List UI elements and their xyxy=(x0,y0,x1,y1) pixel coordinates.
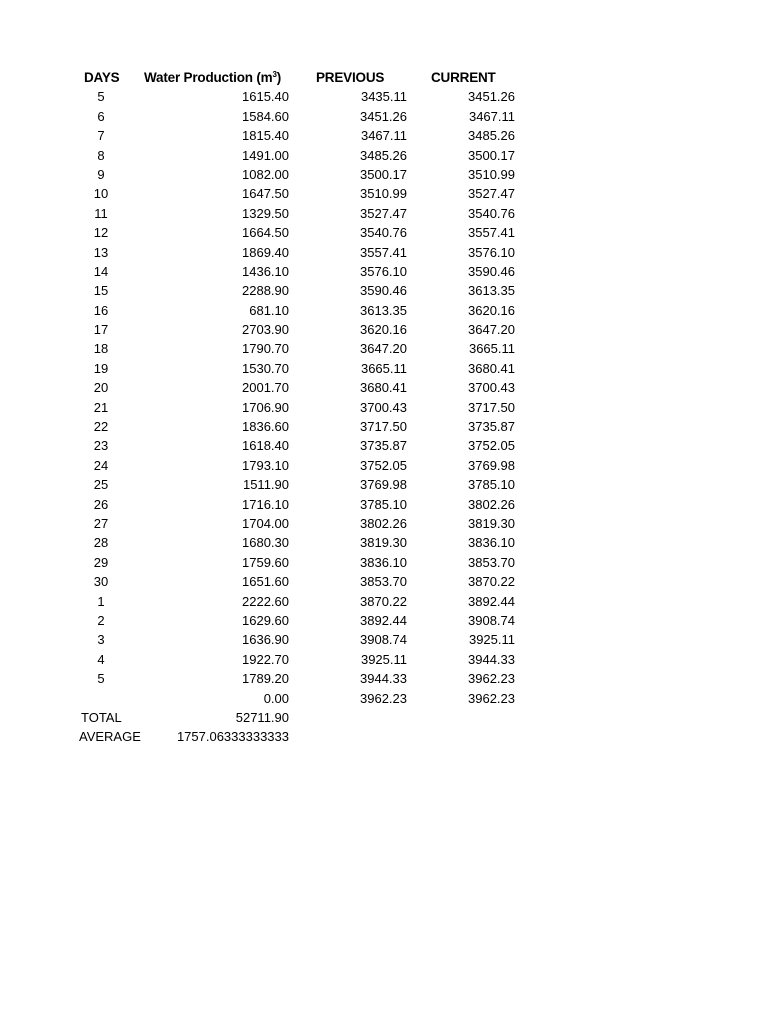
table-row xyxy=(79,107,529,126)
cell-previous: 3590.46 xyxy=(360,283,407,299)
cell-previous: 3451.26 xyxy=(360,108,407,124)
cell-production: 1584.60 xyxy=(242,108,289,124)
cell-day: 2 xyxy=(97,612,105,628)
table-row xyxy=(79,262,529,281)
table-row xyxy=(79,87,529,106)
cell-current: 3752.05 xyxy=(468,438,515,454)
table-row xyxy=(79,436,529,455)
table-row xyxy=(79,398,529,417)
cell-production: 2222.60 xyxy=(242,593,289,609)
table-row xyxy=(79,339,529,358)
table-row xyxy=(79,146,529,165)
table-row xyxy=(79,514,529,533)
cell-production: 1618.40 xyxy=(242,438,289,454)
cell-production: 1636.90 xyxy=(242,632,289,648)
cell-day: 18 xyxy=(93,341,109,357)
cell-current: 3962.23 xyxy=(468,671,515,687)
cell-previous: 3557.41 xyxy=(360,244,407,260)
cell-previous: 3717.50 xyxy=(360,419,407,435)
average-value: 1757.06333333333 xyxy=(176,729,289,745)
cell-previous: 3785.10 xyxy=(360,496,407,512)
cell-current: 3836.10 xyxy=(468,535,515,551)
spreadsheet xyxy=(79,68,529,747)
cell-current: 3892.44 xyxy=(468,593,515,609)
data-rows xyxy=(79,87,529,708)
table-row xyxy=(79,669,529,688)
cell-current: 3613.35 xyxy=(468,283,515,299)
cell-previous: 3435.11 xyxy=(360,89,407,105)
cell-production: 1082.00 xyxy=(242,166,289,182)
table-row xyxy=(79,359,529,378)
table-row xyxy=(79,223,529,242)
cell-current: 3853.70 xyxy=(468,554,515,570)
cell-day: 14 xyxy=(93,263,109,279)
cell-production: 1651.60 xyxy=(242,574,289,590)
cell-production: 681.10 xyxy=(249,302,289,318)
cell-previous: 3467.11 xyxy=(360,128,407,144)
total-row xyxy=(79,708,529,727)
cell-previous: 3540.76 xyxy=(360,225,407,241)
cell-production: 1922.70 xyxy=(242,651,289,667)
table-row xyxy=(79,417,529,436)
header-production-close: ) xyxy=(276,70,281,85)
table-row xyxy=(79,553,529,572)
cell-production: 1789.20 xyxy=(242,671,289,687)
table-row xyxy=(79,184,529,203)
cell-previous: 3892.44 xyxy=(360,612,407,628)
cell-previous: 3853.70 xyxy=(360,574,407,590)
cell-previous: 3485.26 xyxy=(360,147,407,163)
total-value: 52711.90 xyxy=(235,709,289,725)
table-row xyxy=(79,592,529,611)
cell-current: 3870.22 xyxy=(468,574,515,590)
cell-day: 6 xyxy=(97,108,105,124)
cell-previous: 3836.10 xyxy=(360,554,407,570)
cell-production: 1706.90 xyxy=(242,399,289,415)
average-label: AVERAGE xyxy=(79,729,141,745)
cell-production: 2703.90 xyxy=(242,322,289,338)
cell-day: 8 xyxy=(97,147,105,163)
cell-production: 1759.60 xyxy=(242,554,289,570)
cell-previous: 3944.33 xyxy=(360,671,407,687)
cell-current: 3540.76 xyxy=(468,205,515,221)
average-row xyxy=(79,727,529,746)
cell-previous: 3802.26 xyxy=(360,515,407,531)
table-row xyxy=(79,572,529,591)
cell-previous: 3962.23 xyxy=(360,690,407,706)
cell-current: 3620.16 xyxy=(468,302,515,318)
cell-production: 1329.50 xyxy=(242,205,289,221)
table-row xyxy=(79,689,529,708)
cell-current: 3925.11 xyxy=(468,632,515,648)
cell-production: 1869.40 xyxy=(242,244,289,260)
header-days: DAYS xyxy=(84,70,120,85)
table-row xyxy=(79,126,529,145)
cell-day: 5 xyxy=(97,89,105,105)
cell-day: 5 xyxy=(97,671,105,687)
cell-production: 1664.50 xyxy=(242,225,289,241)
cell-production: 1530.70 xyxy=(242,360,289,376)
cell-current: 3802.26 xyxy=(468,496,515,512)
cell-previous: 3925.11 xyxy=(360,651,407,667)
cell-previous: 3752.05 xyxy=(360,457,407,473)
cell-production: 1511.90 xyxy=(242,477,289,493)
cell-day: 3 xyxy=(97,632,105,648)
cell-day: 27 xyxy=(93,515,109,531)
table-row xyxy=(79,456,529,475)
cell-production: 1790.70 xyxy=(242,341,289,357)
cell-production: 0.00 xyxy=(263,690,289,706)
cell-current: 3962.23 xyxy=(468,690,515,706)
cell-current: 3647.20 xyxy=(468,322,515,338)
cell-current: 3944.33 xyxy=(468,651,515,667)
cell-previous: 3647.20 xyxy=(360,341,407,357)
cell-day: 17 xyxy=(93,322,109,338)
cell-previous: 3613.35 xyxy=(360,302,407,318)
cell-current: 3485.26 xyxy=(468,128,515,144)
cell-day: 19 xyxy=(93,360,109,376)
cell-day: 11 xyxy=(94,205,108,221)
cell-production: 2288.90 xyxy=(242,283,289,299)
cell-current: 3717.50 xyxy=(468,399,515,415)
cell-day: 28 xyxy=(93,535,109,551)
cell-production: 1615.40 xyxy=(242,89,289,105)
cell-production: 1704.00 xyxy=(242,515,289,531)
cell-current: 3500.17 xyxy=(468,147,515,163)
cell-production: 1815.40 xyxy=(242,128,289,144)
cell-current: 3908.74 xyxy=(468,612,515,628)
cell-day: 15 xyxy=(93,283,109,299)
cell-day: 26 xyxy=(93,496,109,512)
cell-current: 3451.26 xyxy=(468,89,515,105)
cell-previous: 3527.47 xyxy=(360,205,407,221)
table-row xyxy=(79,475,529,494)
cell-day: 23 xyxy=(93,438,109,454)
cell-current: 3819.30 xyxy=(468,515,515,531)
cell-day: 20 xyxy=(93,380,109,396)
cell-day: 9 xyxy=(97,166,105,182)
cell-current: 3735.87 xyxy=(468,419,515,435)
cell-production: 1436.10 xyxy=(242,263,289,279)
cell-day: 12 xyxy=(93,225,109,241)
cell-current: 3557.41 xyxy=(468,225,515,241)
cell-current: 3785.10 xyxy=(468,477,515,493)
table-row xyxy=(79,650,529,669)
cell-day: 30 xyxy=(93,574,109,590)
cell-production: 1629.60 xyxy=(242,612,289,628)
cell-previous: 3700.43 xyxy=(360,399,407,415)
cell-day: 29 xyxy=(93,554,109,570)
cell-production: 1716.10 xyxy=(242,496,289,512)
cell-day: 22 xyxy=(93,419,109,435)
cell-production: 2001.70 xyxy=(242,380,289,396)
cell-previous: 3769.98 xyxy=(360,477,407,493)
table-row xyxy=(79,204,529,223)
cell-previous: 3735.87 xyxy=(360,438,407,454)
table-row xyxy=(79,533,529,552)
table-row xyxy=(79,243,529,262)
table-row xyxy=(79,495,529,514)
cell-day: 13 xyxy=(93,244,109,260)
table-row xyxy=(79,320,529,339)
cell-previous: 3908.74 xyxy=(360,632,407,648)
cell-previous: 3576.10 xyxy=(360,263,407,279)
cell-previous: 3500.17 xyxy=(360,166,407,182)
cell-current: 3680.41 xyxy=(468,360,515,376)
header-water-production xyxy=(144,68,304,87)
cell-production: 1793.10 xyxy=(242,457,289,473)
cell-day: 21 xyxy=(93,399,109,415)
cell-production: 1647.50 xyxy=(242,186,289,202)
table-row xyxy=(79,301,529,320)
total-label: TOTAL xyxy=(81,709,122,725)
cell-day: 24 xyxy=(93,457,109,473)
cell-current: 3700.43 xyxy=(468,380,515,396)
cell-previous: 3510.99 xyxy=(360,186,407,202)
cell-production: 1680.30 xyxy=(242,535,289,551)
cell-day: 7 xyxy=(97,128,105,144)
table-row xyxy=(79,165,529,184)
cell-previous: 3620.16 xyxy=(360,322,407,338)
cell-day: 10 xyxy=(93,186,109,202)
cell-day: 25 xyxy=(93,477,109,493)
cell-current: 3576.10 xyxy=(468,244,515,260)
cell-previous: 3819.30 xyxy=(360,535,407,551)
table-row xyxy=(79,630,529,649)
cell-current: 3527.47 xyxy=(468,186,515,202)
cell-day: 4 xyxy=(97,651,105,667)
cell-current: 3467.11 xyxy=(468,108,515,124)
cell-previous: 3870.22 xyxy=(360,593,407,609)
table-row xyxy=(79,281,529,300)
header-production-text: Water Production (m xyxy=(144,70,273,85)
cell-current: 3665.11 xyxy=(468,341,515,357)
table-row xyxy=(79,611,529,630)
header-row xyxy=(79,68,529,87)
cell-day: 1 xyxy=(97,593,105,609)
header-production-unit-exponent: 3 xyxy=(272,70,277,79)
cell-day: 16 xyxy=(93,302,109,318)
cell-current: 3510.99 xyxy=(468,166,515,182)
cell-production: 1836.60 xyxy=(242,419,289,435)
header-previous: PREVIOUS xyxy=(316,70,385,85)
header-current: CURRENT xyxy=(431,70,496,85)
cell-current: 3769.98 xyxy=(468,457,515,473)
table-row xyxy=(79,378,529,397)
cell-current: 3590.46 xyxy=(468,263,515,279)
cell-previous: 3680.41 xyxy=(360,380,407,396)
cell-production: 1491.00 xyxy=(242,147,289,163)
cell-previous: 3665.11 xyxy=(360,360,407,376)
